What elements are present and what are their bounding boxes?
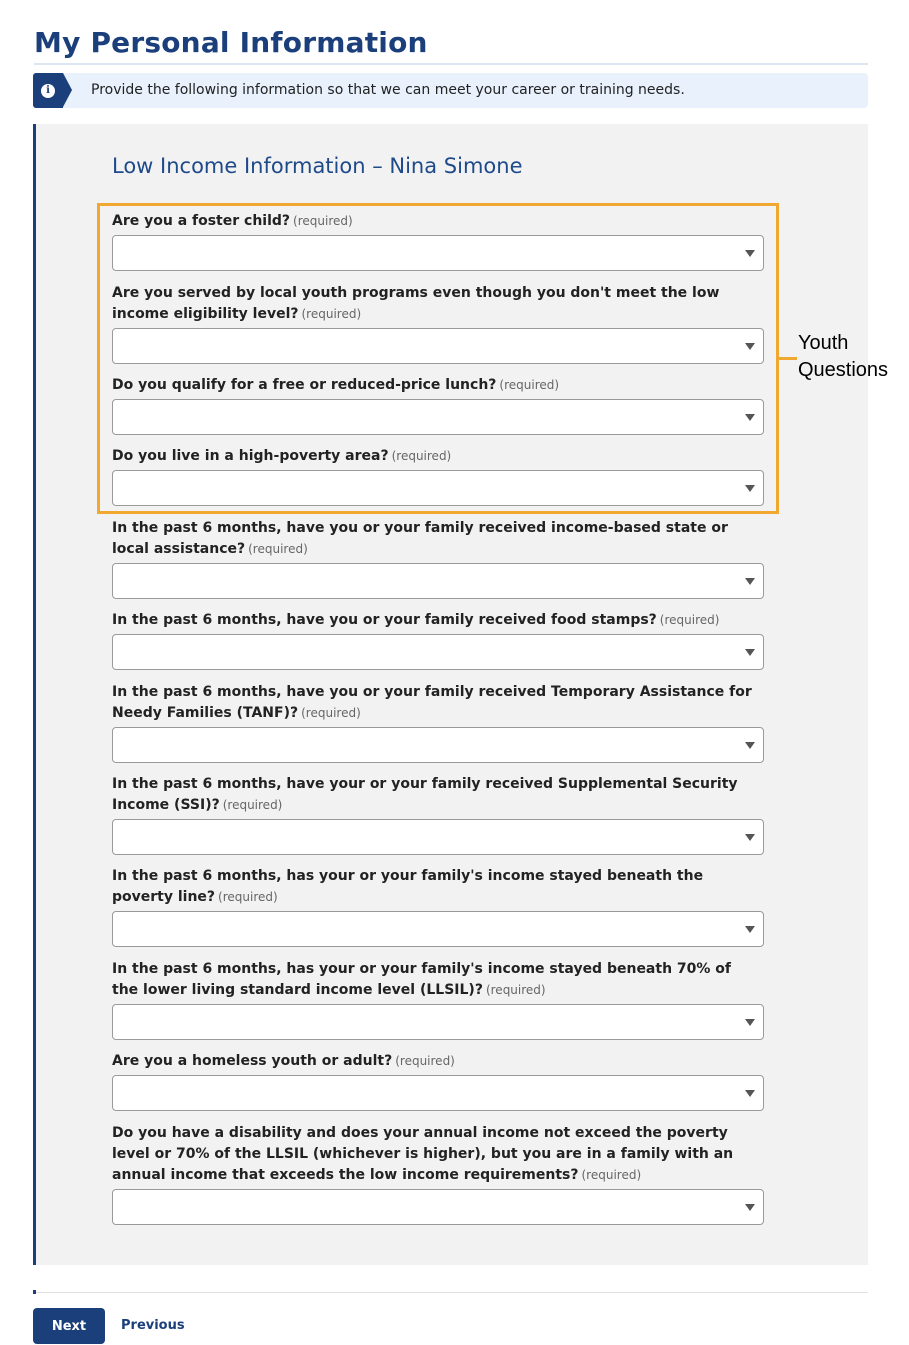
info-banner-tab (33, 73, 63, 108)
state-local-assistance-select[interactable] (112, 563, 764, 599)
question-free-lunch (112, 375, 762, 435)
poverty-line-select[interactable] (112, 911, 764, 947)
chevron-down-icon (745, 578, 755, 585)
question-label: Do you have a disability and does your annual income not exceed the poverty level or 70% of the LLSIL (whichever is higher), but you are in a family with an annual income that exceeds the low income requirements? (required) (112, 1125, 734, 1183)
chevron-down-icon (745, 834, 755, 841)
info-icon: i (41, 84, 55, 98)
chevron-down-icon (745, 649, 755, 656)
tanf-select[interactable] (112, 727, 764, 763)
food-stamps-select[interactable] (112, 634, 764, 670)
question-tanf (112, 682, 762, 763)
question-llsil (112, 959, 762, 1040)
question-label: Do you live in a high-poverty area? (required) (112, 448, 452, 464)
question-label: In the past 6 months, have you or your family received income-based state or local assistance? (required) (112, 520, 728, 557)
llsil-select[interactable] (112, 1004, 764, 1040)
question-label: In the past 6 months, has your or your family's income stayed beneath 70% of the lower living standard income level (LLSIL)? (required) (112, 961, 732, 998)
question-label: Are you a foster child? (required) (112, 213, 353, 229)
page-title: My Personal Information (34, 26, 428, 59)
question-label: Are you served by local youth programs even though you don't meet the low income eligibility level? (required) (112, 285, 720, 322)
question-label: In the past 6 months, have you or your family received food stamps? (required) (112, 612, 720, 628)
ssi-select[interactable] (112, 819, 764, 855)
free-lunch-select[interactable] (112, 399, 764, 435)
footer-accent (33, 1290, 36, 1294)
homeless-select[interactable] (112, 1075, 764, 1111)
chevron-down-icon (745, 414, 755, 421)
question-ssi (112, 774, 762, 855)
high-poverty-area-select[interactable] (112, 470, 764, 506)
chevron-down-icon (745, 343, 755, 350)
question-foster-child (112, 211, 762, 271)
chevron-down-icon (745, 1090, 755, 1097)
question-disability-income (112, 1123, 762, 1225)
disability-income-select[interactable] (112, 1189, 764, 1225)
youth-questions-label: Youth Questions (798, 332, 889, 381)
previous-link[interactable]: Previous (121, 1318, 185, 1333)
title-divider (34, 63, 868, 65)
chevron-down-icon (745, 926, 755, 933)
question-state-local-assistance (112, 518, 762, 599)
chevron-down-icon (745, 1204, 755, 1211)
foster-child-select[interactable] (112, 235, 764, 271)
question-label: In the past 6 months, has your or your family's income stayed beneath the poverty line? (required) (112, 868, 704, 905)
footer-divider (33, 1292, 868, 1293)
local-youth-programs-select[interactable] (112, 328, 764, 364)
question-high-poverty-area (112, 446, 762, 506)
info-banner-text: Provide the following information so that we can meet your career or training needs. (91, 82, 685, 98)
question-homeless (112, 1051, 762, 1111)
chevron-down-icon (745, 742, 755, 749)
question-label: Do you qualify for a free or reduced-price lunch? (required) (112, 377, 560, 393)
question-poverty-line (112, 866, 762, 947)
chevron-down-icon (745, 485, 755, 492)
question-local-youth-programs (112, 283, 762, 364)
info-banner (33, 73, 868, 108)
chevron-down-icon (745, 250, 755, 257)
question-label: Are you a homeless youth or adult? (required) (112, 1053, 455, 1069)
question-label: In the past 6 months, have your or your family received Supplemental Security Income (SSI)? (required) (112, 776, 738, 813)
next-button[interactable]: Next (33, 1308, 105, 1344)
youth-questions-connector (779, 357, 797, 360)
chevron-down-icon (745, 1019, 755, 1026)
question-label: In the past 6 months, have you or your family received Temporary Assistance for Needy Families (TANF)? (required) (112, 684, 752, 721)
question-food-stamps (112, 610, 762, 670)
section-title: Low Income Information – Nina Simone (112, 154, 523, 178)
